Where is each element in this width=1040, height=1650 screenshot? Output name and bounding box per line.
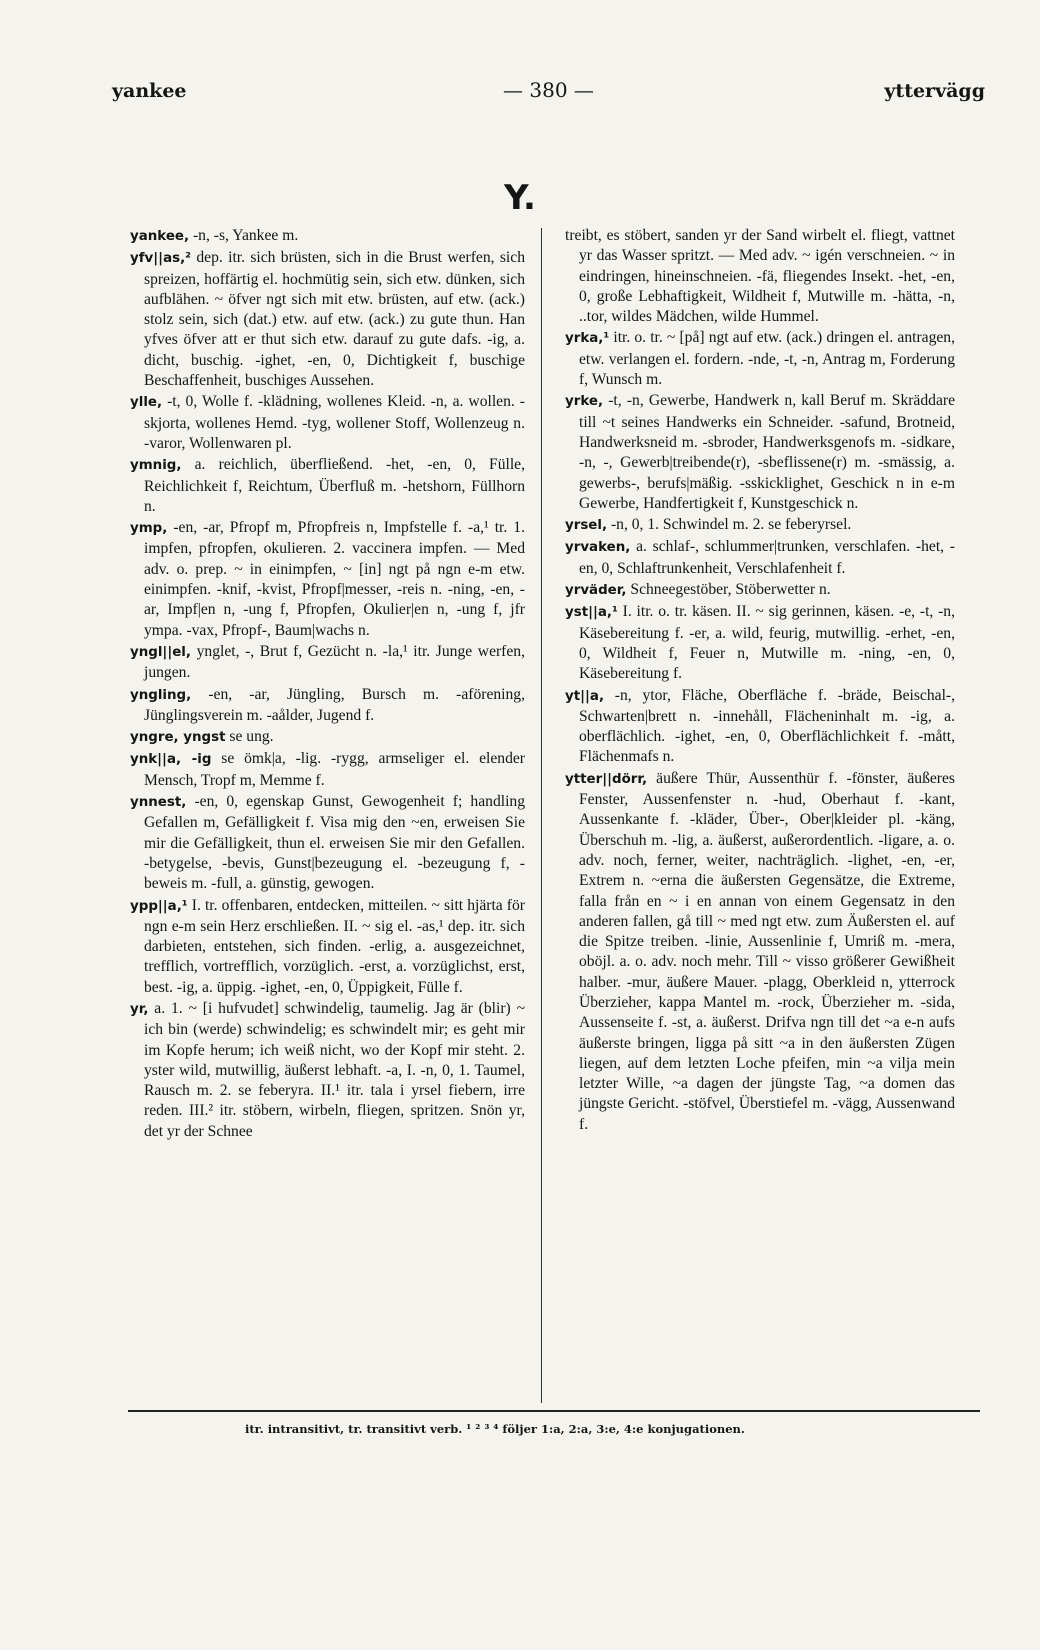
entry-headword: ynnest, bbox=[130, 795, 187, 811]
entry-headword: yngling, bbox=[130, 687, 192, 703]
entry-headword: yrka,¹ bbox=[565, 331, 610, 347]
entry-definition: se ömk|a, -lig. -rygg, armseliger el. elender Mensch, Tropf m, Memme f. bbox=[144, 750, 525, 789]
entry-definition: -n, -s, Yankee m. bbox=[189, 227, 299, 244]
entry-definition: -n, ytor, Fläche, Oberfläche f. -bräde, Beischal-, Schwarten|brett n. -innehåll, Flächeninhalt m. -ig, a. oberflächlich. -ighet, -en, 0, Oberflächlichkeit f. -mått, Flächenmafs n. bbox=[579, 686, 955, 766]
entry-definition: Schneegestöber, Stöberwetter n. bbox=[626, 581, 831, 599]
entry-headword: yt||a, bbox=[565, 688, 605, 704]
dictionary-entry bbox=[130, 455, 525, 517]
header-right-word: yttervägg bbox=[884, 80, 985, 102]
entry-definition: -en, -ar, Jüngling, Bursch m. -aförening, Jünglingsverein m. -aålder, Jugend f. bbox=[144, 685, 525, 724]
dictionary-entry bbox=[565, 515, 955, 536]
entry-definition: -n, 0, 1. Schwindel m. 2. se feberyrsel. bbox=[607, 516, 852, 534]
entry-definition: I. itr. o. tr. käsen. II. ~ sig gerinnen, käsen. -e, -t, -n, Käsebereitung f. -er, a. wild, feurig, mutwillig. -erhet, -en, 0, Wildheit f, Feuer n, Mutwille m. -ning, -en, 0, Käsebereitung f. bbox=[579, 603, 955, 683]
dictionary-entry bbox=[130, 896, 525, 998]
entry-definition: a. 1. ~ [i hufvudet] schwindelig, taumelig. Jag är (blir) ~ ich bin (werde) schwindelig; es schwindelt mir; es geht mir im Kopfe herum; ich weiß nicht, wo der Kopf mir steht. 2. yster wild, mutwillig, äußerst lebhaft. -a, I. -n, 0, 1. Taumel, Rausch m. 2. se feberyra. II.¹ itr. tala i yrsel fiebern, irre reden. III.² itr. stöbern, wirbeln, fliegen, spritzen. Snön yr, det yr der Schnee bbox=[144, 999, 525, 1140]
entry-definition: itr. o. tr. ~ [på] ngt auf etw. (ack.) dringen el. antragen, etw. verlangen el. fordern. -nde, -t, -n, Antrag m, Forderung f, Wunsch m. bbox=[579, 329, 955, 389]
dictionary-entry bbox=[130, 392, 525, 454]
dictionary-entry bbox=[130, 999, 525, 1142]
page-header bbox=[112, 76, 985, 106]
entry-headword: yrväder, bbox=[565, 583, 627, 599]
entry-headword: ytter||dörr, bbox=[565, 771, 648, 787]
entry-headword: ylle, bbox=[130, 395, 163, 411]
entry-headword: ymp, bbox=[130, 521, 168, 537]
dictionary-entry bbox=[565, 686, 955, 768]
dictionary-entry bbox=[565, 226, 955, 327]
entry-definition: I. tr. offenbaren, entdecken, mitteilen. ~ sitt hjärta för ngn e-m sein Herz erschließen. II. ~ sig el. -as,¹ dep. itr. sich darbieten, entstehen, sich finden. -erlig, a. ausgezeichnet, trefflich, vortrefflich, vorzüglich. -erst, a. vorzüglichst, erst, best. -ig, a. üppig. -ighet, -en, 0, Üppigkeit, Fülle f. bbox=[144, 896, 525, 996]
dictionary-entry bbox=[130, 226, 525, 247]
entry-definition: -en, 0, egenskap Gunst, Gewogenheit f; handling Gefallen m, Gefälligkeit f. Visa mig den ~en, erweisen Sie mir die Gefälligkeit, thun el. erweisen Sie mir den Gefallen. -betygelse, -bevis, Gunst|bezeugung el. -bezeugung f, -beweis m. -full, a. günstig, gewogen. bbox=[144, 793, 525, 893]
entry-definition: -t, 0, Wolle f. -klädning, wollenes Kleid. -n, a. wollen. -skjorta, wollenes Hemd. -tyg, wollener Stoff, Wollenzeug n. -varor, Wollenwaren pl. bbox=[144, 393, 525, 452]
entry-definition: ynglet, -, Brut f, Gezücht n. -la,¹ itr. Junge werfen, jungen. bbox=[144, 642, 525, 682]
entry-definition: treibt, es stöbert, sanden yr der Sand wirbelt el. fliegt, vattnet yr das Wasser spritzt. — Med adv. ~ igén verschneien. ~ in eindringen, hineinschneien. -fä, fliegendes Insekt. -het, -en, 0, große Lebhaftigkeit, Wildheit f, Mutwille m. -hätta, -n, ..tor, wildes Mädchen, wilde Hummel. bbox=[565, 227, 955, 326]
dictionary-entry bbox=[130, 642, 525, 684]
column-divider bbox=[541, 228, 542, 1403]
dictionary-entry bbox=[130, 727, 525, 748]
entry-headword: ypp||a,¹ bbox=[130, 898, 188, 914]
entry-headword: yrsel, bbox=[565, 518, 608, 534]
dictionary-entry bbox=[565, 391, 955, 514]
page-number: — 380 — bbox=[503, 78, 594, 102]
footer-note: itr. intransitivt, tr. transitivt verb. ¹ ² ³ ⁴ följer 1:a, 2:a, 3:e, 4:e konjugationen. bbox=[245, 1422, 745, 1436]
right-column bbox=[565, 226, 955, 1136]
entry-definition: äußere Thür, Aussenthür f. -fönster, äußeres Fenster, Aussenfenster n. -hud, Oberhaut f. -kant, Aussenkante f. -kläder, Über-, Ober|kleider pl. -käng, Überschuh m. -lig, a. äußerst, außerordentlich. -ligare, a. o. adv. noch, ferner, weiter, nachträglich. -lighet, -en, -er, Extrem n. ~erna die äußersten Gegensätze, die Extreme, falla från en ~ i en annan von einem Gegensatz in den anderen fallen, gå till ~ med ngt etw. zum Äußersten el. auf die Spitze treiben. -linie, Aussenlinie f, Umriß m. -mera, oböjl. a. o. adv. noch mehr. Till ~ visso größerer Gewißheit halber. -mur, äußere Mauer. -plagg, Oberkleid n, ytterrock Überzieher, kappa Mantel m. -rock, Überzieher m. -sida, Aussenseite f. -st, a. äußerst. Drifva ngn till det ~a e-n aufs äußerste bringen, ligga på sitt ~a in den äußersten Zügen liegen, auf dem letzten Loche pfeifen, min ~a vilja mein letzter Wille, ~a dagen der jüngste Tag, ~a domen das jüngste Gericht. -stöfvel, Überstiefel m. -vägg, Aussenwand f. bbox=[579, 769, 955, 1133]
entry-definition: a. schlaf-, schlummer|trunken, verschlafen. -het, -en, 0, Schlaftrunkenheit, Verschlafenheit f. bbox=[579, 538, 955, 577]
entry-headword: ymnig, bbox=[130, 458, 182, 474]
entry-headword: yst||a,¹ bbox=[565, 605, 618, 621]
footer-rule bbox=[128, 1410, 980, 1412]
dictionary-entry bbox=[130, 792, 525, 894]
entry-headword: yrvaken, bbox=[565, 540, 631, 556]
dictionary-entry bbox=[565, 328, 955, 390]
entry-headword: yr, bbox=[130, 1001, 149, 1017]
entry-headword: yngre, yngst bbox=[130, 730, 226, 746]
entry-headword: yankee, bbox=[130, 229, 190, 244]
entry-definition: a. reichlich, überfließend. -het, -en, 0, Fülle, Reichlichkeit f, Reichtum, Überfluß m. -hetshorn, Füllhorn n. bbox=[144, 456, 525, 515]
section-letter: Y. bbox=[504, 178, 536, 218]
dictionary-entry bbox=[130, 749, 525, 791]
entry-definition: -t, -n, Gewerbe, Handwerk n, kall Beruf m. Skräddare till ~t seines Handwerks ein Schneider. -safund, Brotneid, Handwerksneid m. -sbroder, Handwerksgenofs m. -sidkare, -n, -, Gewerb|treibende(r), -sbeflissene(r) m. -smässig, a. gewerbs-, berufs|mäßig. -sskicklighet, Geschick n in e-m Gewerbe, Handfertigkeit f, Kunstgeschick n. bbox=[579, 392, 955, 512]
header-left-word: yankee bbox=[112, 80, 187, 102]
dictionary-entry bbox=[130, 248, 525, 391]
dictionary-entry bbox=[565, 769, 955, 1135]
entry-definition: dep. itr. sich brüsten, sich in die Brust werfen, sich spreizen, hoffärtig el. hochmütig sein, sich etw. dünken, sich aufblähen. ~ öfver ngt sich mit etw. brüsten, auf etw. (ack.) stolz sein, sich (dat.) etw. auf etw. (ack.) zu gute thun. Han yfves öfver att er thut sich etw. darauf zu gute dafs. -ig, a. dicht, buschig. -ighet, -en, 0, Dichtigkeit f, buschige Beschaffenheit, buschiges Aussehen. bbox=[144, 249, 525, 390]
entry-definition: -en, -ar, Pfropf m, Pfropfreis n, Impfstelle f. -a,¹ tr. 1. impfen, pfropfen, okulieren. 2. vaccinera impfen. — Med adv. o. prep. ~ in einimpfen, ~ [in] ngt på ngn e-m etw. einimpfen. -knif, -kvist, Pfropf|messer, -reis n. -ning, -en, -ar, Impf|en n, -ung f, Pfropfen, Okulier|en n, -ung f, jfr ympa. -vax, Pfropf-, Baum|wachs n. bbox=[144, 519, 525, 639]
dictionary-entry bbox=[565, 602, 955, 684]
entry-headword: ynk||a, -ig bbox=[130, 752, 212, 768]
left-column bbox=[130, 226, 525, 1143]
entry-headword: yfv||as,² bbox=[130, 251, 192, 267]
dictionary-entry bbox=[130, 685, 525, 727]
dictionary-entry bbox=[565, 537, 955, 579]
entry-headword: yrke, bbox=[565, 394, 604, 410]
entry-definition: se ung. bbox=[225, 728, 274, 746]
dictionary-entry bbox=[565, 580, 955, 601]
dictionary-entry bbox=[130, 518, 525, 641]
entry-headword: yngl||el, bbox=[130, 644, 191, 660]
